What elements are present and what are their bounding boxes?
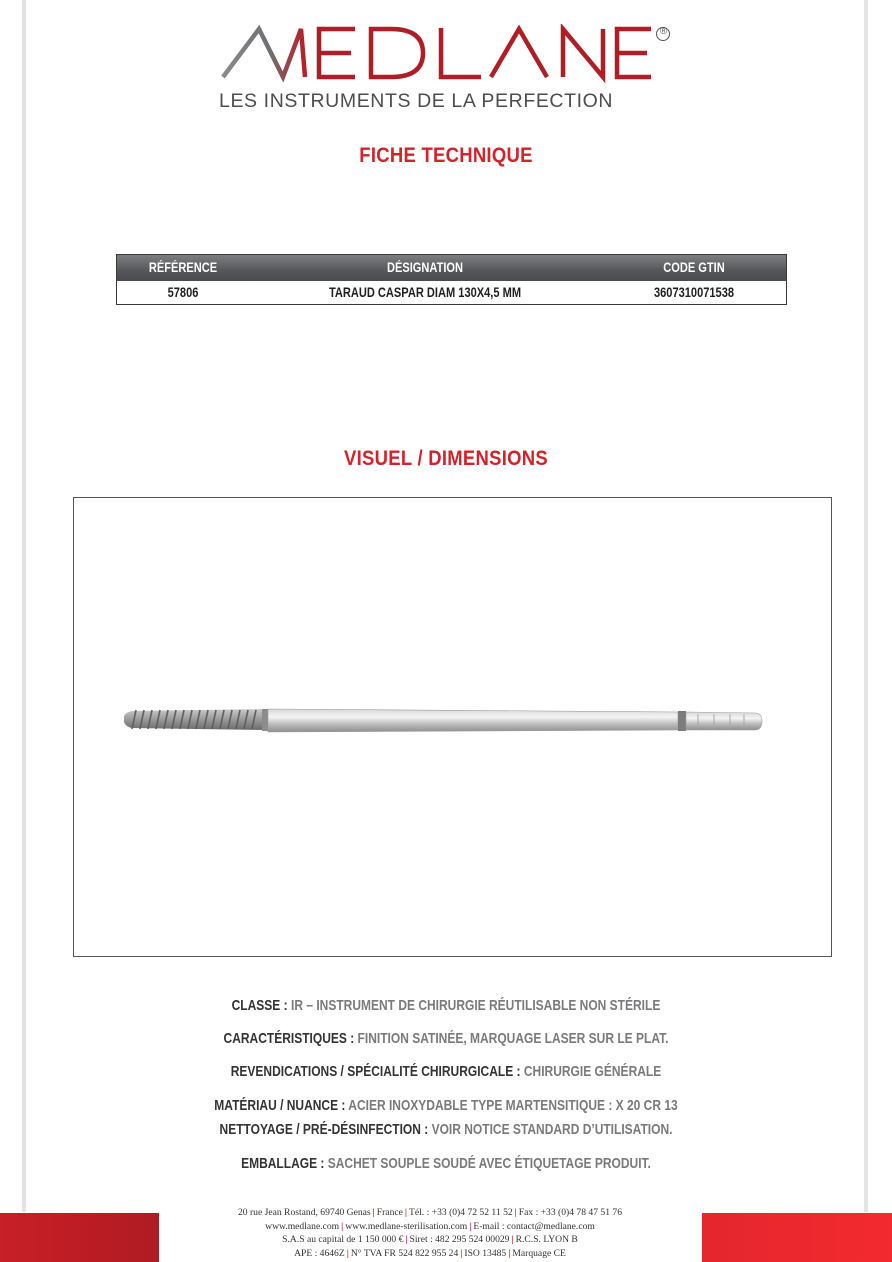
footer-email-link[interactable]: E-mail : contact@medlane.com: [473, 1220, 595, 1232]
footer-sterilisation-link[interactable]: www.medlane-sterilisation.com: [345, 1220, 468, 1232]
spec-materiau-label: MATÉRIAU / NUANCE :: [214, 1097, 349, 1114]
cell-reference: 57806: [167, 285, 199, 300]
footer-iso: ISO 13485: [464, 1247, 507, 1259]
company-footer: [160, 1206, 700, 1260]
header-gtin: CODE GTIN: [663, 260, 725, 275]
footer-website-link[interactable]: www.medlane.com: [265, 1220, 340, 1232]
footer-bar-left: [0, 1213, 159, 1262]
spec-revendications-value: CHIRURGIE GÉNÉRALE: [523, 1063, 662, 1080]
footer-cert-line: APE : 4646Z | N° TVA FR 524 822 955 24 | ISO 13485 | Marquage CE: [294, 1247, 566, 1259]
footer-address: 20 rue Jean Rostand, 69740 Genas: [237, 1207, 371, 1218]
product-image-frame: [73, 497, 832, 957]
spec-caracteristiques-label: CARACTÉRISTIQUES :: [223, 1030, 358, 1047]
fiche-technique-title: FICHE TECHNIQUE: [359, 144, 533, 167]
spec-caracteristiques: [89, 1030, 803, 1047]
visuel-dimensions-title: VISUEL / DIMENSIONS: [344, 447, 548, 470]
footer-phone: Tél. : +33 (0)4 72 52 11 52: [409, 1207, 513, 1218]
footer-bar-right: [702, 1213, 892, 1262]
table-header-row: [117, 255, 786, 281]
page-border-left: [22, 0, 26, 1212]
registered-mark: ®: [659, 26, 668, 37]
footer-web-line: www.medlane.com | www.medlane-sterilisation.com | E-mail : contact@medlane.com: [265, 1220, 595, 1232]
spec-materiau-value: ACIER INOXYDABLE TYPE MARTENSITIQUE : X 20 CR 13: [348, 1097, 678, 1114]
spec-emballage-value: SACHET SOUPLE SOUDÉ AVEC ÉTIQUETAGE PRODUIT.: [327, 1155, 651, 1172]
page-border-right: [864, 0, 868, 1212]
footer-legal-line: S.A.S au capital de 1 150 000 € | Siret : 482 295 524 00029 | R.C.S. LYON B: [282, 1234, 578, 1246]
footer-address-line: 20 rue Jean Rostand, 69740 Genas | France | Tél. : +33 (0)4 72 52 11 52 | Fax : +33 (0)4 78 47 51 76: [237, 1207, 623, 1218]
footer-capital: S.A.S au capital de 1 150 000 €: [282, 1234, 404, 1246]
footer-fax: Fax : +33 (0)4 78 47 51 76: [518, 1207, 623, 1218]
cell-gtin: 3607310071538: [653, 285, 735, 300]
spec-caracteristiques-value: FINITION SATINÉE, MARQUAGE LASER SUR LE PLAT.: [357, 1030, 669, 1047]
reference-table: [116, 254, 787, 305]
footer-tva: N° TVA FR 524 822 955 24: [350, 1247, 459, 1259]
footer-ce: Marquage CE: [512, 1247, 566, 1259]
logo-wordmark-icon: [215, 24, 677, 94]
spec-nettoyage-value: VOIR NOTICE STANDARD D’UTILISATION.: [431, 1121, 673, 1138]
footer-rcs: R.C.S. LYON B: [515, 1234, 578, 1246]
spec-classe-label: CLASSE :: [231, 997, 291, 1014]
brand-tagline: LES INSTRUMENTS DE LA PERFECTION: [219, 90, 614, 112]
spec-emballage: [89, 1155, 803, 1172]
spec-emballage-label: EMBALLAGE :: [241, 1155, 328, 1172]
header-designation: DÉSIGNATION: [386, 260, 464, 275]
spec-revendications: [89, 1063, 803, 1080]
spec-classe-value: IR – INSTRUMENT DE CHIRURGIE RÉUTILISABLE NON STÉRILE: [290, 997, 661, 1014]
footer-country: France: [376, 1207, 403, 1218]
spec-materiau: [89, 1097, 803, 1114]
spec-revendications-label: REVENDICATIONS / SPÉCIALITÉ CHIRURGICALE :: [230, 1063, 524, 1080]
table-row: [117, 281, 786, 304]
footer-ape: APE : 4646Z: [294, 1247, 345, 1259]
cell-designation: TARAUD CASPAR DIAM 130X4,5 MM: [328, 285, 522, 300]
header-reference: RÉFÉRENCE: [148, 260, 218, 275]
footer-siret: Siret : 482 295 524 00029: [409, 1234, 510, 1246]
spec-classe: [89, 997, 803, 1014]
spec-nettoyage: [89, 1121, 803, 1138]
surgical-tap-image: [74, 498, 830, 955]
spec-nettoyage-label: NETTOYAGE / PRÉ-DÉSINFECTION :: [219, 1121, 432, 1138]
